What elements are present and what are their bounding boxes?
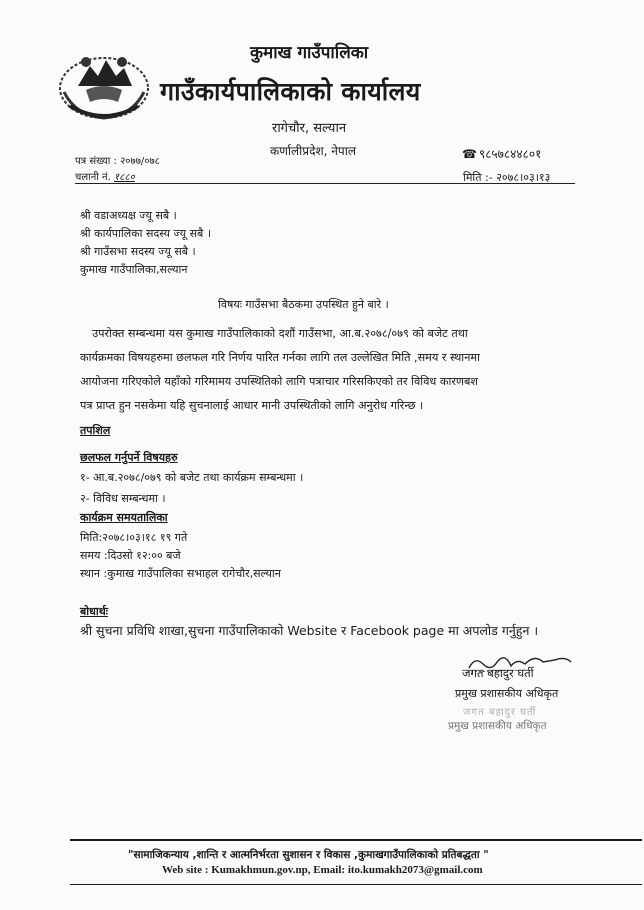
dispatch-value: १८८० (113, 172, 135, 183)
footer-contact: Web site : Kumakhmun.gov.np, Email: ito.kumakh2073@gmail.com (162, 864, 483, 876)
dispatch-number (75, 169, 135, 183)
signatory-title: प्रमुख प्रशासकीय अधिकृत (455, 687, 559, 700)
agenda-item: २- विविध सम्बन्धमा । (80, 492, 166, 505)
dispatch-label: चलानी नं. (75, 172, 111, 183)
stamp-title: प्रमुख प्रशासकीय अधिकृत (448, 720, 547, 732)
footer-divider (70, 884, 642, 885)
recipient-line: श्री वडाअध्यक्ष ज्यू सबै । (80, 209, 177, 222)
agenda-heading: छलफल गर्नुपर्ने विषयहरु (80, 451, 178, 464)
letter-subject: विषयः गाउँसभा बैठकमा उपस्थित हुने बारे । (218, 298, 389, 311)
office-title: गाउँकार्यपालिकाको कार्यालय (160, 77, 421, 106)
header-divider (75, 183, 575, 184)
phone-number (462, 145, 541, 162)
details-heading: तपशिल (80, 424, 111, 437)
note-text: श्री सुचना प्रविधि शाखा,सुचना गाउँपालिकाको Website र Facebook page मा अपलोड गर्नुहुन । (80, 623, 539, 638)
schedule-heading: कार्यक्रम समयतालिका (80, 511, 168, 524)
municipality-name: कुमाख गाउँपालिका (250, 43, 369, 63)
footer-motto: "सामाजिकन्याय ,शान्ति र आत्मनिर्भरता सुशासन र विकास ,कुमाखगाउँपालिकाको प्रतिबद्धता " (128, 849, 489, 861)
recipient-line: श्री गाउँसभा सदस्य ज्यू सबै । (80, 245, 196, 258)
schedule-item: मिति:२०७८।०३।१८ १९ गते (80, 531, 188, 544)
letter-body (80, 322, 575, 418)
schedule-item: समय :दिउसो १२:०० बजे (80, 549, 181, 562)
reference-number: पत्र संख्या : २०७७/०७८ (75, 156, 160, 167)
note-heading: बोधार्थः (80, 605, 108, 618)
schedule-item: स्थान :कुमाख गाउँपालिका सभाहल रागेचौर,सल्यान (80, 567, 281, 580)
agenda-item: १- आ.ब.२०७८/०७९ को बजेट तथा कार्यक्रम सम्बन्धमा । (80, 471, 304, 484)
address-line-2: कर्णालीप्रदेश, नेपाल (270, 144, 356, 158)
phone-icon: ☎ (462, 147, 477, 161)
body-line: पत्र प्राप्त हुन नसकेमा यहि सुचनालाई आधार मानी उपस्थितीको लागि अनुरोध गरिन्छ । (80, 399, 424, 412)
footer-divider (70, 839, 642, 841)
letter-date: मिति :- २०७८।०३।१३ (463, 171, 551, 184)
signatory-name: जगत बहादुर घर्ती (462, 666, 534, 680)
body-line: उपरोक्त सम्बन्धमा यस कुमाख गाउँपालिकाको दशौं गाउँसभा, आ.ब.२०७८/०७९ को बजेट तथा (92, 327, 468, 340)
phone-value: ९८५७८४४८०१ (478, 147, 542, 161)
body-line: आयोजना गरिएकोले यहाँको गरिमामय उपस्थितिको लागि पत्राचार गरिसकिएको तर विविध कारणबश (80, 375, 479, 388)
nepal-emblem-icon (56, 46, 152, 124)
stamp-name: जगत बहादुर घर्ती (463, 707, 537, 718)
recipient-line: श्री कार्यपालिका सदस्य ज्यू सबै । (80, 227, 211, 240)
recipient-line: कुमाख गाउँपालिका,सल्यान (80, 263, 188, 276)
body-line: कार्यक्रमका विषयहरुमा छलफल गरि निर्णय पारित गर्नका लागि तल उल्लेखित मिति ,समय र स्थानमा (80, 351, 481, 364)
address-line-1: रागेचौर, सल्यान (272, 121, 347, 136)
